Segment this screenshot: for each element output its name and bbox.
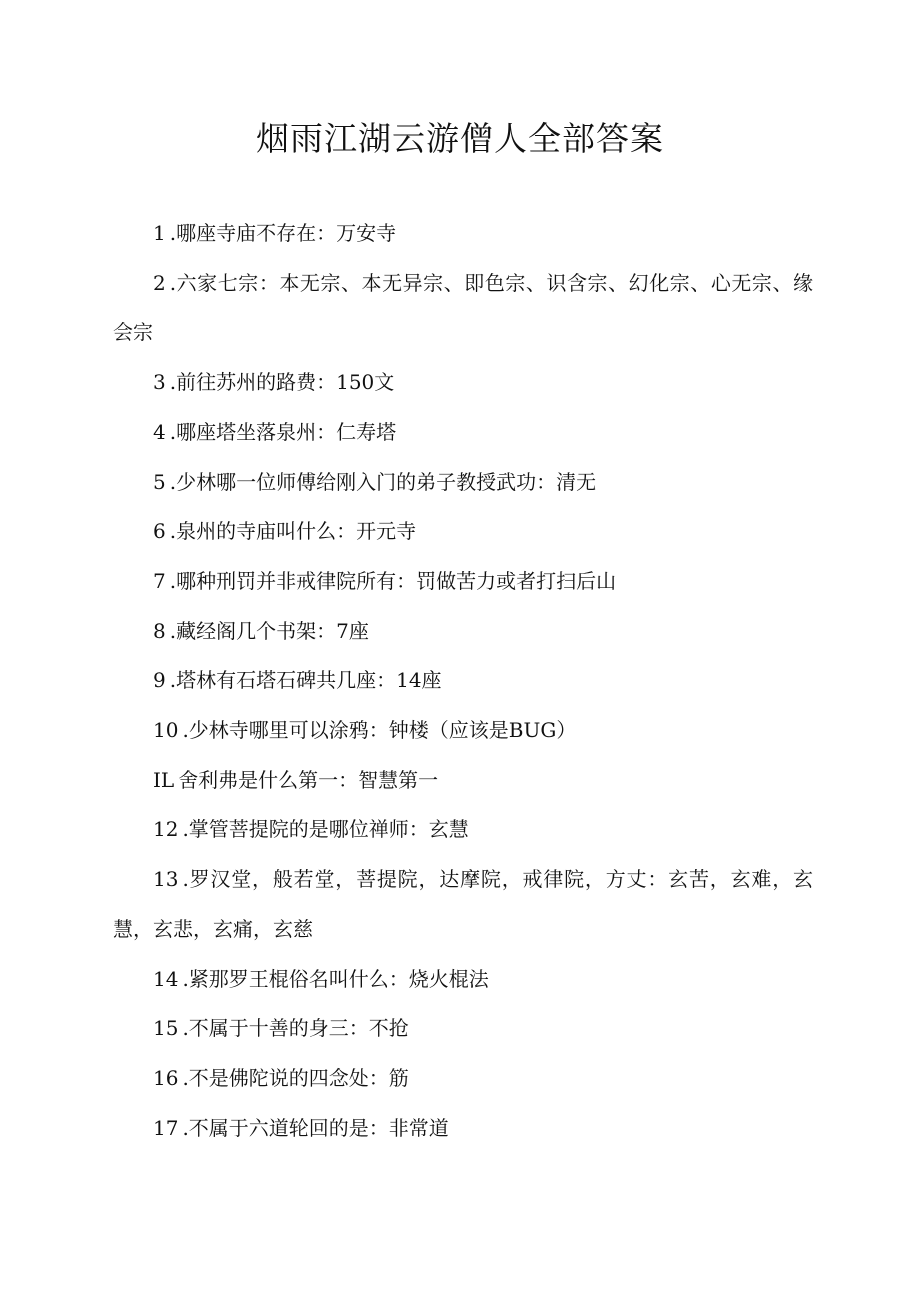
item-text: 舍利弗是什么第一：智慧第一 [178, 767, 439, 792]
list-item [113, 408, 813, 458]
item-text: .掌管菩提院的是哪位禅师：玄慧 [182, 817, 469, 842]
list-item [113, 259, 813, 358]
item-number: 12 [153, 817, 179, 842]
list-item [113, 507, 813, 557]
item-text: .哪种刑罚并非戒律院所有：罚做苦力或者打扫后山 [169, 568, 617, 593]
item-number: 9 [153, 668, 166, 693]
list-item [113, 955, 813, 1005]
item-text: .泉州的寺庙叫什么：开元寺 [169, 519, 417, 544]
item-number: 5 [153, 469, 166, 494]
item-number: 3 [153, 370, 166, 395]
list-item [113, 706, 813, 756]
item-text: .前往苏州的路费：150文 [169, 370, 395, 395]
item-text: .六家七宗：本无宗、本无异宗、即色宗、识含宗、幻化宗、心无宗、缘会宗 [113, 270, 813, 345]
item-number: 6 [153, 519, 166, 544]
item-number: 16 [153, 1065, 179, 1090]
list-item [113, 805, 813, 855]
item-number: 2 [153, 270, 166, 295]
item-text: .哪座塔坐落泉州：仁寿塔 [169, 419, 397, 444]
list-item [113, 209, 813, 259]
item-text: .罗汉堂，般若堂，菩提院，达摩院，戒律院，方丈：玄苦，玄难，玄慧，玄悲，玄痛，玄慈 [113, 867, 813, 941]
list-item [113, 756, 813, 806]
item-number: 8 [153, 618, 166, 643]
item-number: 4 [153, 419, 166, 444]
item-number: 17 [153, 1115, 179, 1140]
item-text: .不属于十善的身三：不抢 [182, 1016, 409, 1041]
item-number: 1 [153, 221, 166, 245]
item-text: .不是佛陀说的四念处：筋 [182, 1065, 409, 1090]
list-item [113, 855, 813, 954]
qa-list [113, 209, 813, 1153]
item-number: 7 [153, 568, 166, 593]
list-item [113, 1054, 813, 1104]
item-number: 13 [153, 867, 179, 892]
item-number: 15 [153, 1016, 179, 1041]
item-number: 10 [153, 718, 179, 743]
list-item [113, 557, 813, 607]
item-text: .少林哪一位师傅给刚入门的弟子教授武功：清无 [169, 469, 597, 494]
item-text: .紧那罗王棍俗名叫什么：烧火棍法 [182, 966, 489, 991]
list-item [113, 1004, 813, 1054]
item-text: .藏经阁几个书架：7座 [169, 618, 369, 643]
item-text: .哪座寺庙不存在：万安寺 [169, 221, 397, 245]
item-text: .少林寺哪里可以涂鸦：钟楼（应该是BUG） [182, 718, 577, 743]
list-item [113, 656, 813, 706]
item-text: .不属于六道轮回的是：非常道 [182, 1115, 449, 1140]
document-title: 烟雨江湖云游僧人全部答案 [256, 119, 664, 158]
list-item [113, 458, 813, 508]
item-text: .塔林有石塔石碑共几座：14座 [169, 668, 442, 693]
item-number: 14 [153, 966, 179, 991]
list-item [113, 358, 813, 408]
item-number: IL [153, 767, 175, 792]
list-item [113, 607, 813, 657]
list-item [113, 1104, 813, 1154]
